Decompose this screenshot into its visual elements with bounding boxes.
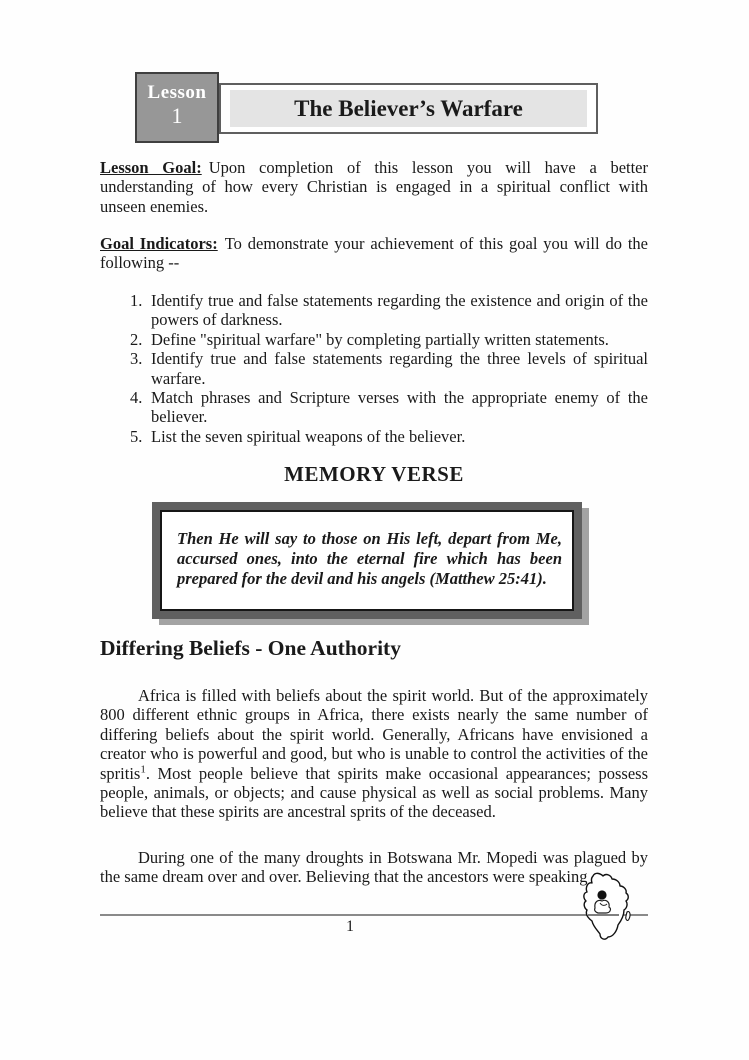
lesson-title-panel: [230, 90, 587, 127]
lesson-title-banner: [219, 83, 598, 134]
list-item-number: 4.: [130, 388, 143, 408]
list-item-text: Identify true and false statements regarding the existence and origin of the powers of darkness.: [151, 291, 648, 330]
list-item-number: 1.: [130, 291, 143, 310]
lesson-badge-label: Lesson: [147, 82, 207, 103]
lesson-goal-paragraph: [100, 158, 648, 216]
list-item-text: Identify true and false statements regarding the three levels of spiritual warfare.: [151, 349, 648, 388]
lesson-goal-label: Lesson Goal:: [100, 158, 202, 177]
list-item-number: 5.: [130, 426, 143, 446]
figure-head: [597, 890, 606, 899]
goal-indicator-list: [130, 291, 648, 446]
madagascar-outline: [626, 912, 630, 921]
list-item-text: List the seven spiritual weapons of the believer.: [151, 426, 466, 446]
list-item: [130, 349, 648, 388]
list-item: [130, 291, 648, 330]
goal-indicators-text: To demonstrate your achievement of this goal you will do the following --: [100, 234, 648, 273]
africa-kneeling-figure-logo: [576, 870, 634, 943]
page-number: 1: [346, 918, 354, 935]
memory-verse-box: [152, 502, 582, 619]
list-item: [130, 388, 648, 427]
paragraph-text: . Most people believe that spirits make occasional appearances; possess people, animals, or objects; and cause physical as well as social problems. Many believe that these spirits are ancestral sprits of the deceased.: [100, 763, 648, 822]
footer-rule: [100, 914, 648, 916]
lesson-goal-text: Upon completion of this lesson you will have a better understanding of how every Christian is engaged in a spiritual conflict with unseen enemies.: [100, 158, 649, 216]
lesson-title: The Believer’s Warfare: [294, 95, 523, 121]
footnote-marker: 1: [140, 763, 146, 776]
lesson-badge-number: 1: [171, 103, 183, 128]
list-item: [130, 330, 648, 349]
goal-indicators-paragraph: [100, 234, 648, 273]
section-paragraph-2: During one of the many droughts in Botswana Mr. Mopedi was plagued by the same dream over and over. Believing that the ancestors were speaking: [100, 848, 648, 887]
memory-verse-text: Then He will say to those on His left, depart from Me, accursed ones, into the eternal fire which has been prepared for the devil and his angels (Matthew 25:41).: [160, 510, 574, 611]
paragraph-text: Africa is filled with beliefs about the spirit world. But of the approximately 800 different ethnic groups in Africa, there exists nearly the same number of differing beliefs about the spirit world. Generally, Africans have envisioned a creator who is powerful and good, but who is unable to control the activities of the spritis: [100, 686, 648, 783]
goal-indicators-label: Goal Indicators:: [100, 234, 218, 253]
list-item-number: 2.: [130, 329, 143, 349]
list-item-text: Define "spiritual warfare" by completing partially written statements.: [151, 329, 609, 349]
list-item: [130, 427, 648, 446]
memory-verse-heading: MEMORY VERSE: [284, 462, 464, 486]
list-item-number: 3.: [130, 349, 143, 369]
figure-body: [595, 900, 611, 913]
lesson-number-badge: [135, 72, 219, 143]
section-paragraph-1: [100, 686, 648, 822]
list-item-text: Match phrases and Scripture verses with the appropriate enemy of the believer.: [151, 388, 648, 427]
section-heading: Differing Beliefs - One Authority: [100, 636, 401, 660]
